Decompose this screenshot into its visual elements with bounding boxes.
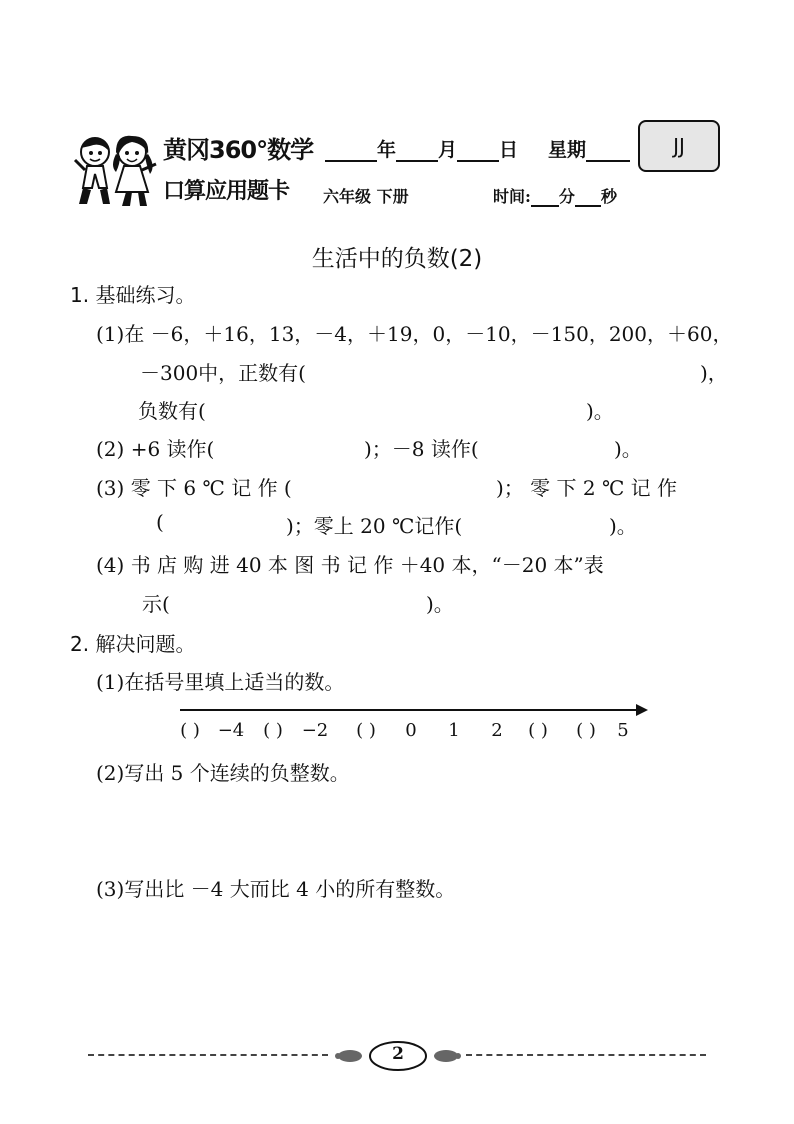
section2-heading: 2. 解决问题。 <box>70 632 196 656</box>
q2-end: )。 <box>614 437 642 461</box>
q2-middle: )；－8 读作( <box>364 437 479 461</box>
section1-heading: 1. 基础练习。 <box>70 283 196 307</box>
nl-label-0: 0 <box>405 720 417 741</box>
q3-line2-start: ( <box>156 510 164 534</box>
nl-label-blank-3: ( ) <box>356 720 376 741</box>
nl-label-neg4: −4 <box>217 720 245 741</box>
week-blank <box>586 140 630 162</box>
q3-line2-end: )。 <box>609 514 637 538</box>
q3-line2-middle: )；零上 20 ℃记作( <box>286 514 463 538</box>
edition-badge: JJ <box>638 120 720 172</box>
year-label: 年 <box>377 139 397 161</box>
footer-divider-right <box>466 1054 706 1056</box>
date-row <box>325 135 630 162</box>
q2-start: (2) +6 读作( <box>96 437 215 461</box>
q3-line1-end: )； 零 下 2 ℃ 记 作 <box>496 476 678 500</box>
year-blank <box>325 140 377 162</box>
second-blank <box>575 187 601 207</box>
page-number: 2 <box>392 1044 404 1064</box>
month-label: 月 <box>438 139 458 161</box>
second-label: 秒 <box>600 187 617 206</box>
day-label: 日 <box>499 139 519 161</box>
nl-label-2: 2 <box>491 720 503 741</box>
q1-line3-end: )。 <box>586 399 614 423</box>
time-label: 时间: <box>493 187 531 206</box>
brand-subtitle: 口算应用题卡 <box>163 179 290 204</box>
nl-label-blank-5: ( ) <box>576 720 596 741</box>
s2-q2: (2)写出 5 个连续的负整数。 <box>96 761 350 785</box>
q4-line1: (4) 书 店 购 进 40 本 图 书 记 作 ＋40 本，“－20 本”表 <box>96 553 604 577</box>
nl-label-blank-4: ( ) <box>528 720 548 741</box>
minute-blank <box>531 187 559 207</box>
day-blank <box>457 140 499 162</box>
number-line-axis <box>180 700 650 720</box>
s2-q1: (1)在括号里填上适当的数。 <box>96 670 345 694</box>
q4-line2-start: 示( <box>142 592 170 616</box>
minute-label: 分 <box>558 187 575 206</box>
nl-label-neg2: −2 <box>301 720 329 741</box>
nl-label-5: 5 <box>617 720 629 741</box>
q1-line2-start: －300中，正数有( <box>140 361 306 385</box>
month-blank <box>396 140 438 162</box>
q4-line2-end: )。 <box>426 592 454 616</box>
grade-label: 六年级 下册 <box>323 187 409 206</box>
page-title: 生活中的负数(2) <box>311 246 483 272</box>
s2-q3: (3)写出比 －4 大而比 4 小的所有整数。 <box>96 877 456 901</box>
cartoon-kids-logo-icon <box>70 130 160 210</box>
q1-line1: (1)在 －6，＋16，13，－4，＋19，0，－10，－150，200，＋60， <box>96 322 733 346</box>
nl-label-blank-2: ( ) <box>263 720 283 741</box>
footer-divider-left <box>88 1054 328 1056</box>
brand-title: 黄冈360°数学 <box>163 136 314 164</box>
q3-line1-start: (3) 零 下 6 ℃ 记 作 ( <box>96 476 292 500</box>
nl-label-blank-1: ( ) <box>180 720 200 741</box>
time-row <box>493 184 617 207</box>
q1-line2-end: )， <box>700 361 728 385</box>
q1-line3-start: 负数有( <box>138 399 206 423</box>
week-label: 星期 <box>548 139 587 161</box>
number-line-arrow-icon <box>636 704 648 716</box>
nl-label-1: 1 <box>448 720 460 741</box>
